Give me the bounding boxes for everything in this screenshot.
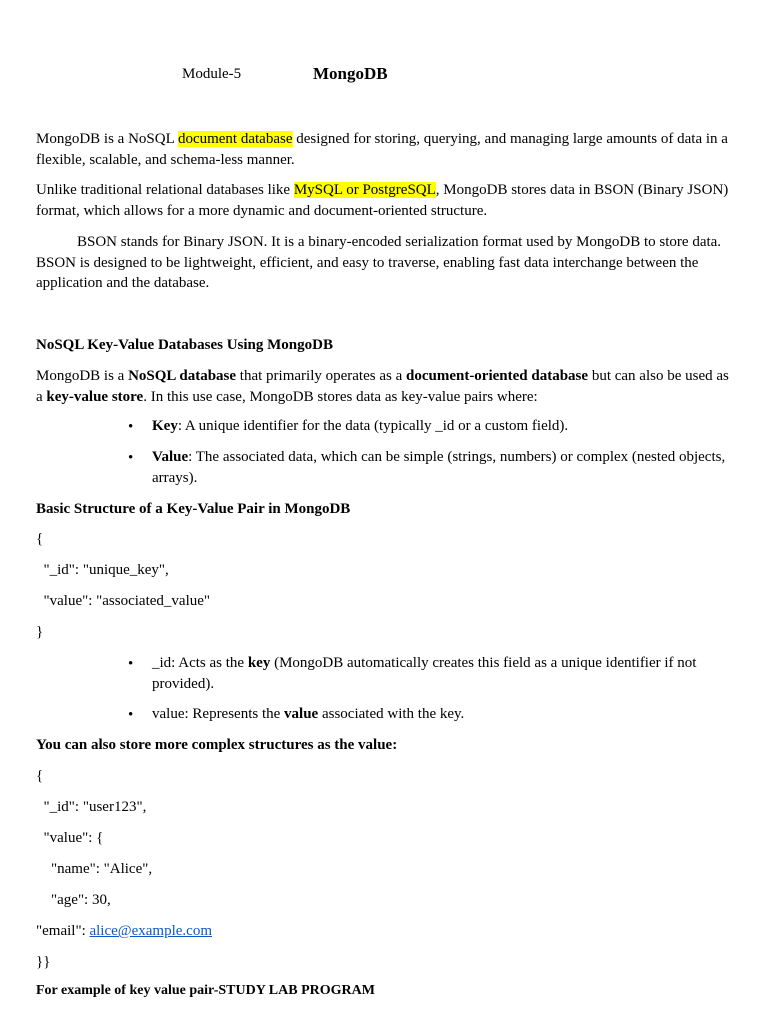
list-item-value: Value: The associated data, which can be simple (strings, numbers) or complex (nested objects, arrays). [152,449,726,486]
code-line: "name": "Alice", [36,861,153,877]
bullet-dot-icon: • [128,419,134,435]
structure-heading: Basic Structure of a Key-Value Pair in MongoDB [36,501,351,517]
code-line: } [36,624,44,640]
complex-heading: You can also store more complex structures as the value: [36,737,398,753]
code-line: { [36,531,44,547]
code-line: "_id": "unique_key", [36,562,169,578]
list-item-id: _id: Acts as the key (MongoDB automatically creates this field as a unique identifier if not provided). [152,655,697,692]
page-title: MongoDB [313,64,388,83]
module-label: Module-5 [182,66,242,82]
code-line: "value": "associated_value" [36,593,211,609]
kv-heading: NoSQL Key-Value Databases Using MongoDB [36,337,333,353]
footer-heading: For example of key value pair-STUDY LAB PROGRAM [36,983,375,998]
bullet-dot-icon: • [128,450,134,466]
intro-paragraph-2: Unlike traditional relational databases like MySQL or PostgreSQL, MongoDB stores data in BSON (Binary JSON) format, which allows for a more dynamic and document-oriented structure. [36,182,729,219]
code-line: "_id": "user123", [36,799,147,815]
email-line: "email": alice@example.com [36,923,212,939]
code-line: }} [36,954,51,970]
intro-paragraph-1: MongoDB is a NoSQL document database designed for storing, querying, and managing large amounts of data in a flexible, scalable, and schema-less manner. [36,131,728,168]
code-line: "value": { [36,830,104,846]
bullet-dot-icon: • [128,656,134,672]
kv-paragraph: MongoDB is a NoSQL database that primarily operates as a document-oriented database but can also be used as a key-value store. In this use case, MongoDB stores data as key-value pairs where: [36,368,729,405]
email-link[interactable]: alice@example.com [89,923,212,939]
highlight-mysql-postgresql: MySQL or PostgreSQL [293,182,436,198]
highlight-document-database: document database [177,131,293,147]
list-item-value-field: value: Represents the value associated with the key. [152,706,465,722]
bullet-dot-icon: • [128,707,134,723]
code-line: "age": 30, [36,892,111,908]
code-line: { [36,768,44,784]
list-item-key: Key: A unique identifier for the data (typically _id or a custom field). [152,418,569,434]
bson-paragraph: BSON stands for Binary JSON. It is a binary-encoded serialization format used by MongoDB to store data. BSON is designed to be lightweight, efficient, and easy to traverse, enabling fast data interchange between the application and the database. [36,234,722,291]
